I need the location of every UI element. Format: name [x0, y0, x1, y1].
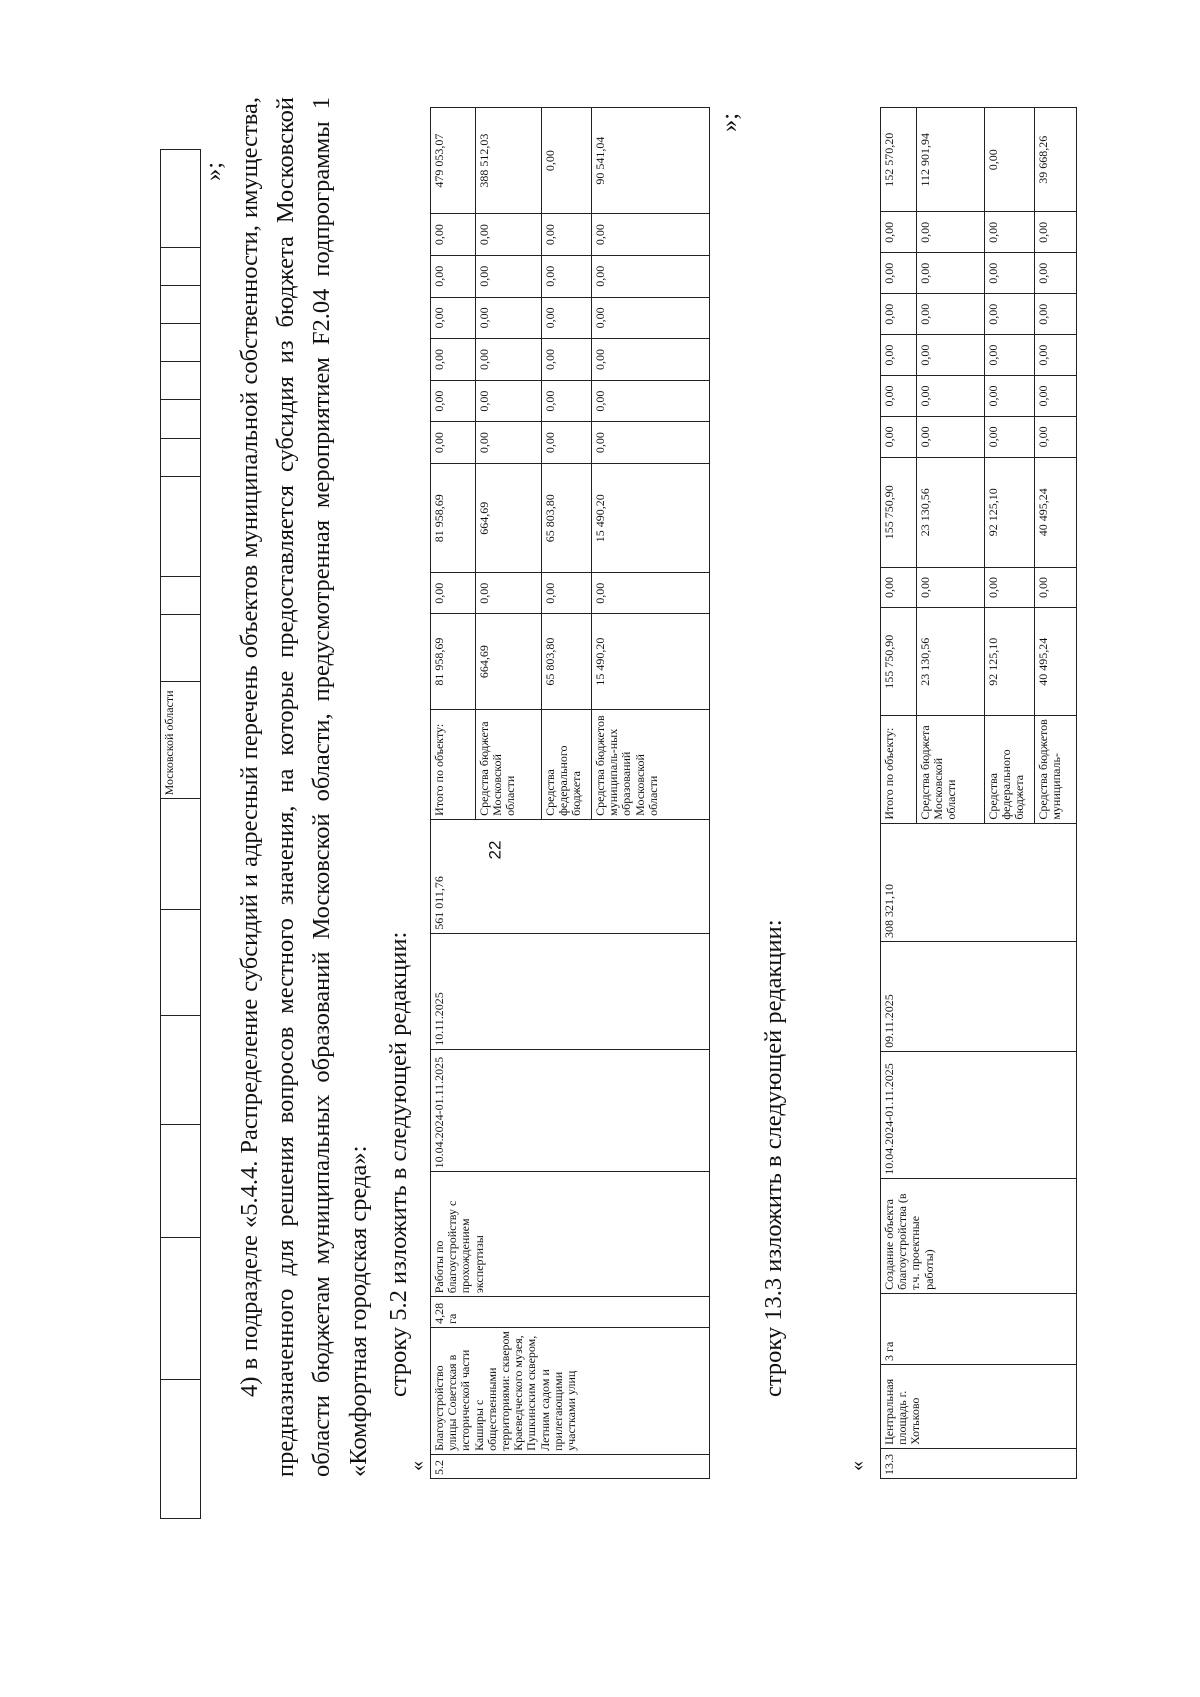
value-cell: 0,00	[1035, 212, 1077, 253]
value-cell: 15 490,20	[592, 463, 710, 573]
value-cell: 0,00	[1035, 416, 1077, 457]
work-period: 10.04.2024-01.11.2025	[431, 1049, 710, 1172]
closing-quote-5-2: »;	[716, 112, 743, 132]
value-cell: 0,00	[592, 422, 710, 464]
table-cell	[161, 1380, 201, 1519]
object-cost: 561 011,76	[431, 819, 710, 933]
table-row-13-3	[880, 107, 1077, 1479]
page-number: 22	[485, 840, 505, 860]
opening-quote-13-3: «	[846, 1461, 868, 1471]
value-cell: 0,00	[431, 214, 476, 256]
source-label: Средства федерального бюджета	[985, 716, 1035, 824]
table-row-5-2	[430, 107, 710, 1479]
value-cell: 0,00	[917, 567, 985, 608]
value-cell: 0,00	[542, 573, 592, 614]
value-cell: 0,00	[1035, 294, 1077, 335]
value-cell: 0,00	[476, 380, 542, 422]
value-cell: 92 125,10	[985, 608, 1035, 716]
table-cell	[161, 909, 201, 1016]
value-cell: 0,00	[881, 253, 917, 294]
value-cell: 0,00	[985, 335, 1035, 376]
table-cell	[161, 400, 201, 438]
row-number: 13.3	[881, 1448, 1077, 1478]
amendment-paragraph	[232, 97, 417, 1477]
closing-quote-top: »;	[200, 161, 227, 181]
value-cell: 0,00	[592, 297, 710, 339]
value-cell: 0,00	[431, 339, 476, 381]
value-cell: 0,00	[592, 573, 710, 614]
value-cell: 0,00	[917, 335, 985, 376]
value-cell: 0,00	[917, 376, 985, 417]
value-cell: 664,69	[476, 613, 542, 709]
completion-date: 09.11.2025	[881, 942, 1077, 1052]
value-cell: 0,00	[1035, 335, 1077, 376]
value-cell: 0,00	[985, 294, 1035, 335]
value-cell: 0,00	[985, 253, 1035, 294]
value-cell: 0,00	[431, 422, 476, 464]
object-name: Центральная площадь г. Хотьково	[881, 1364, 1077, 1448]
value-cell: 0,00	[985, 212, 1035, 253]
value-cell: 0,00	[542, 108, 592, 214]
table-cell	[161, 476, 201, 577]
object-area: 3 га	[881, 1293, 1077, 1364]
opening-quote-5-2: «	[406, 1461, 428, 1471]
work-period: 10.04.2024-01.11.2025	[881, 1051, 1077, 1178]
value-cell: 0,00	[592, 214, 710, 256]
source-label: Средства бюджета Московской области	[476, 710, 542, 820]
value-cell: 0,00	[881, 212, 917, 253]
value-cell: 0,00	[985, 376, 1035, 417]
value-cell: 0,00	[917, 294, 985, 335]
table-cell	[161, 1016, 201, 1125]
value-cell: 0,00	[881, 416, 917, 457]
value-cell: 0,00	[1035, 567, 1077, 608]
value-cell: 0,00	[542, 255, 592, 297]
value-cell: 15 490,20	[592, 613, 710, 709]
value-cell: 81 958,69	[431, 463, 476, 573]
value-cell: 0,00	[592, 255, 710, 297]
value-cell: 479 053,07	[431, 108, 476, 214]
value-cell: 0,00	[985, 567, 1035, 608]
object-area: 4,28 га	[431, 1297, 710, 1328]
table-cell	[161, 324, 201, 362]
value-cell: 155 750,90	[881, 608, 917, 716]
value-cell: 0,00	[431, 297, 476, 339]
paragraph-text: 4) в подразделе «5.4.4. Распределение субсидий и адресный перечень объектов муниципальной собственности, имущества, предназначенного для решения вопросов местного значения, на которые предоставляется субсидия из бюджета Московской области бюджетам муниципальных образований Московской области, предусмотренная мероприятием F2.04 подпрограммы 1 «Комфортная городская среда»:	[236, 97, 372, 1477]
value-cell: 0,00	[1035, 253, 1077, 294]
previous-table-fragment	[160, 149, 201, 1519]
value-cell: 0,00	[476, 422, 542, 464]
value-cell: 40 495,24	[1035, 608, 1077, 716]
region-label-cell: Московской области	[161, 681, 201, 799]
value-cell: 0,00	[476, 297, 542, 339]
completion-date: 10.11.2025	[431, 933, 710, 1049]
value-cell: 155 750,90	[881, 457, 917, 567]
value-cell: 23 130,56	[917, 457, 985, 567]
value-cell: 0,00	[431, 380, 476, 422]
table-cell	[161, 1125, 201, 1238]
value-cell: 65 803,80	[542, 613, 592, 709]
value-cell: 0,00	[542, 339, 592, 381]
row-number: 5.2	[431, 1454, 710, 1478]
table-cell	[161, 577, 201, 615]
value-cell: 0,00	[881, 294, 917, 335]
object-name: Благоустройство улицы Советская в исторической части Каширы с общественными территориями: сквером Краеведческого музея, Пушкинским сквером, Летним садом и прилегающими участками улиц	[431, 1327, 710, 1454]
value-cell: 0,00	[917, 212, 985, 253]
table-cell	[161, 799, 201, 910]
value-cell: 0,00	[542, 214, 592, 256]
value-cell: 0,00	[881, 376, 917, 417]
table-cell	[161, 615, 201, 681]
value-cell: 0,00	[476, 339, 542, 381]
value-cell: 0,00	[592, 380, 710, 422]
value-cell: 152 570,20	[881, 108, 917, 212]
value-cell: 0,00	[542, 380, 592, 422]
instruction-line-13-3: строку 13.3 изложить в следующей редакции:	[760, 919, 787, 1397]
value-cell: 23 130,56	[917, 608, 985, 716]
value-cell: 39 668,26	[1035, 108, 1077, 212]
value-cell: 81 958,69	[431, 613, 476, 709]
table-cell	[161, 1237, 201, 1380]
work-type: Создание объекта благоустройства (в т.ч. проектные работы)	[881, 1178, 1077, 1293]
value-cell: 0,00	[431, 573, 476, 614]
instruction-line-5-2: строку 5.2 изложить в следующей редакции:	[384, 931, 412, 1397]
value-cell: 0,00	[917, 253, 985, 294]
value-cell: 388 512,03	[476, 108, 542, 214]
value-cell: 0,00	[985, 108, 1035, 212]
value-cell: 0,00	[592, 339, 710, 381]
value-cell: 90 541,04	[592, 108, 710, 214]
value-cell: 92 125,10	[985, 457, 1035, 567]
value-cell: 0,00	[881, 335, 917, 376]
value-cell: 0,00	[542, 422, 592, 464]
source-label: Средства бюджетов муниципаль-ных образований Московской области	[592, 710, 710, 820]
value-cell: 112 901,94	[917, 108, 985, 212]
object-cost: 308 321,10	[881, 823, 1077, 941]
value-cell: 0,00	[985, 416, 1035, 457]
value-cell: 65 803,80	[542, 463, 592, 573]
value-cell: 0,00	[476, 214, 542, 256]
table-cell	[161, 247, 201, 285]
source-label: Средства бюджетов муниципаль-	[1035, 716, 1077, 824]
value-cell: 0,00	[1035, 376, 1077, 417]
table-cell	[161, 285, 201, 323]
table-cell	[161, 438, 201, 476]
work-type: Работы по благоустройству с прохождением экспертизы	[431, 1172, 710, 1297]
source-label: Средства бюджета Московской области	[917, 716, 985, 824]
value-cell: 40 495,24	[1035, 457, 1077, 567]
table-cell	[161, 362, 201, 400]
value-cell: 0,00	[476, 573, 542, 614]
value-cell: 0,00	[476, 255, 542, 297]
value-cell: 0,00	[881, 567, 917, 608]
table-cell	[161, 150, 201, 248]
value-cell: 0,00	[431, 255, 476, 297]
source-label: Итого по объекту:	[881, 716, 917, 824]
source-label: Итого по объекту:	[431, 710, 476, 820]
value-cell: 0,00	[542, 297, 592, 339]
source-label: Средства федерального бюджета	[542, 710, 592, 820]
value-cell: 664,69	[476, 463, 542, 573]
value-cell: 0,00	[917, 416, 985, 457]
